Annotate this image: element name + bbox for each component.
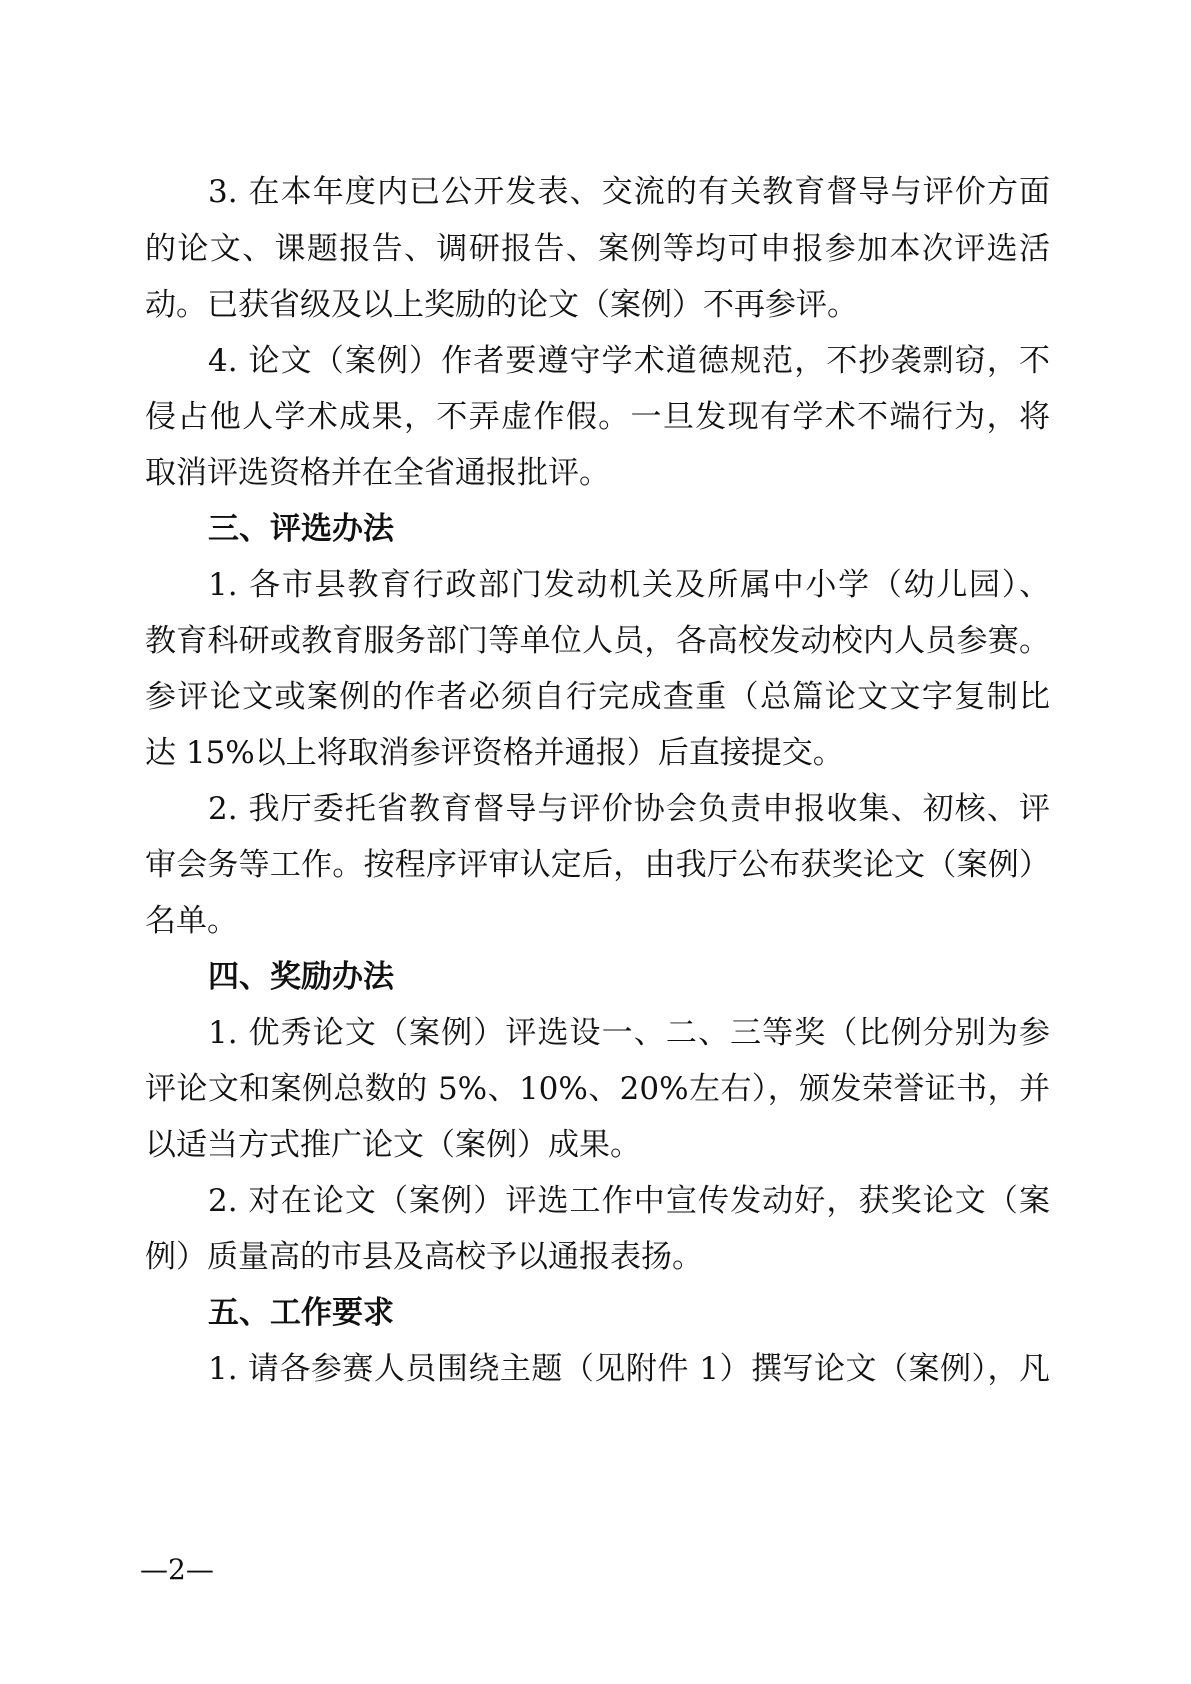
- paragraph-3-line-1: 3. 在本年度内已公开发表、交流的有关教育督导与评价方面: [208, 174, 1050, 210]
- award-item-1-line-2: 评论文和案例总数的 5%、10%、20%左右），颁发荣誉证书，并: [145, 1071, 1050, 1107]
- evaluation-item-1-line-2: 教育科研或教育服务部门等单位人员，各高校发动校内人员参赛。: [145, 623, 1050, 659]
- paragraph-3-line-3: 动。已获省级及以上奖励的论文（案例）不再参评。: [145, 287, 858, 323]
- section-heading-work-requirements: 五、工作要求: [208, 1295, 394, 1331]
- section-heading-award-method: 四、奖励办法: [208, 959, 394, 995]
- evaluation-item-1-line-1: 1. 各市县教育行政部门发动机关及所属中小学（幼儿园）、: [208, 567, 1050, 603]
- paragraph-4-line-1: 4. 论文（案例）作者要遵守学术道德规范，不抄袭剽窃，不: [208, 343, 1050, 379]
- paragraph-4-line-2: 侵占他人学术成果，不弄虚作假。一旦发现有学术不端行为，将: [145, 399, 1050, 435]
- evaluation-item-2-line-2: 审会务等工作。按程序评审认定后，由我厅公布获奖论文（案例）: [145, 847, 1050, 883]
- award-item-1-line-1: 1. 优秀论文（案例）评选设一、二、三等奖（比例分别为参: [208, 1015, 1050, 1051]
- award-item-1-line-3: 以适当方式推广论文（案例）成果。: [145, 1127, 641, 1163]
- paragraph-4-line-3: 取消评选资格并在全省通报批评。: [145, 455, 610, 491]
- evaluation-item-2-line-3: 名单。: [145, 903, 238, 939]
- section-heading-evaluation-method: 三、评选办法: [208, 511, 394, 547]
- award-item-2-line-2: 例）质量高的市县及高校予以通报表扬。: [145, 1239, 703, 1275]
- paragraph-3-line-2: 的论文、课题报告、调研报告、案例等均可申报参加本次评选活: [145, 231, 1050, 267]
- evaluation-item-2-line-1: 2. 我厅委托省教育督导与评价协会负责申报收集、初核、评: [208, 791, 1050, 827]
- requirement-item-1-line-1: 1. 请各参赛人员围绕主题（见附件 1）撰写论文（案例），凡: [208, 1351, 1050, 1387]
- evaluation-item-1-line-4: 达 15%以上将取消参评资格并通报）后直接提交。: [145, 735, 844, 771]
- award-item-2-line-1: 2. 对在论文（案例）评选工作中宣传发动好，获奖论文（案: [208, 1183, 1050, 1219]
- evaluation-item-1-line-3: 参评论文或案例的作者必须自行完成查重（总篇论文文字复制比: [145, 679, 1050, 715]
- page-number: —2—: [140, 1553, 214, 1586]
